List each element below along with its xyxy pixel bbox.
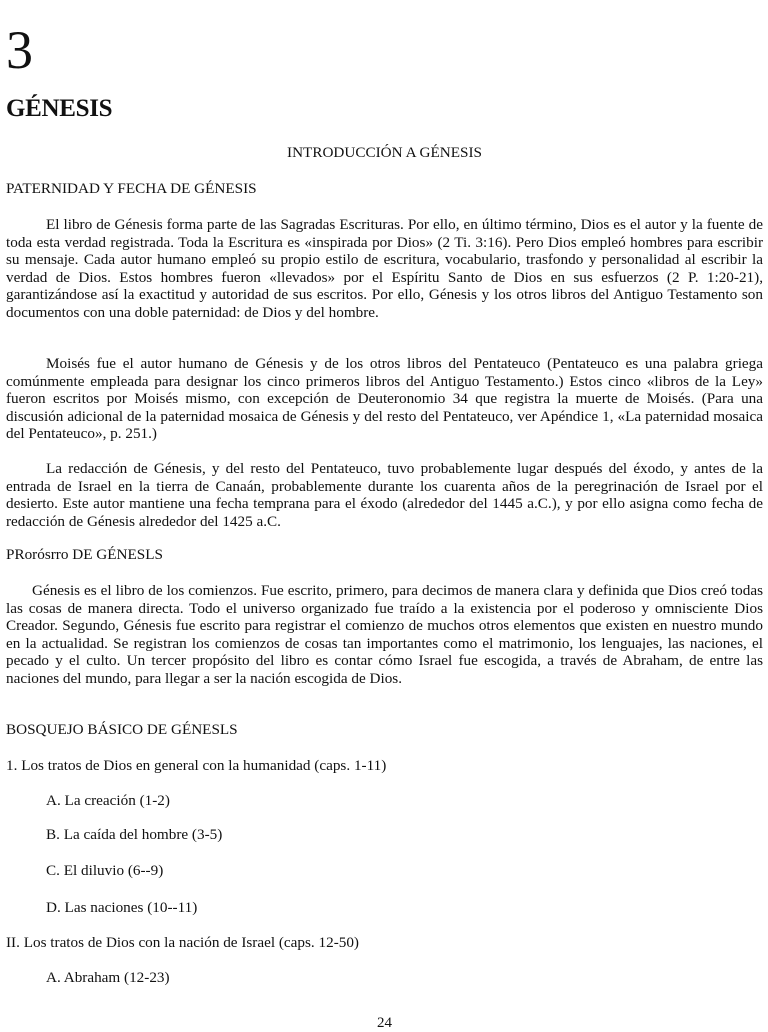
outline-item-1d: D. Las naciones (10--11) xyxy=(46,899,198,916)
page-number: 24 xyxy=(377,1015,392,1031)
intro-heading: INTRODUCCIÓN A GÉNESIS xyxy=(287,144,482,161)
section-heading-authorship: PATERNIDAD Y FECHA DE GÉNESIS xyxy=(6,180,257,197)
section-heading-purpose: PRorósrro DE GÉNESLS xyxy=(6,546,163,563)
outline-part-2: II. Los tratos de Dios con la nación de Israel (caps. 12-50) xyxy=(6,934,359,951)
paragraph-authorship-2: Moisés fue el autor humano de Génesis y de los otros libros del Pentateuco (Pentateuco es una palabra griega comúnmente empleada para designar los cinco primeros libros del Antiguo Testamento.) Estos cinco «libros de la Ley» fueron escritos por Moisés mismo, con excepción de Deuteronomio 34 que registra la muerte de Moisés. (Para una discusión adicional de la paternidad mosaica de Génesis y del resto del Pentateuco, ver Apéndice 1, «La paternidad mosaica del Pentateuco», p. 251.) xyxy=(6,355,763,443)
outline-item-1c: C. El diluvio (6--9) xyxy=(46,862,164,879)
chapter-title: GÉNESIS xyxy=(6,95,113,122)
outline-item-1b: B. La caída del hombre (3-5) xyxy=(46,826,223,843)
paragraph-authorship-3: La redacción de Génesis, y del resto del Pentateuco, tuvo probablemente lugar después del éxodo, y antes de la entrada de Israel en la tierra de Canaán, probablemente durante los cuarenta años de la peregrinación de Israel por el desierto. Este autor mantiene una fecha temprana para el éxodo (alrededor del 1445 a.C.), y por ello asigna como fecha de redacción de Génesis alrededor del 1425 a.C. xyxy=(6,460,763,530)
chapter-number: 3 xyxy=(6,20,33,80)
paragraph-purpose: Génesis es el libro de los comienzos. Fue escrito, primero, para decimos de manera clara y definida que Dios creó todas las cosas de manera directa. Todo el universo organizado fue traído a la existencia por el poderoso y omnisciente Dios Creador. Segundo, Génesis fue escrito para registrar el comienzo de muchos otros elementos que existen en nuestro mundo en la actualidad. Se registran los comienzos de cosas tan importantes como el matrimonio, los lenguajes, las naciones, el pecado y el culto. Un tercer propósito del libro es contar cómo Israel fue escogida, a través de Abraham, de entre las naciones del mundo, para llegar a ser la nación escogida de Dios. xyxy=(6,582,763,687)
outline-item-1a: A. La creación (1-2) xyxy=(46,792,170,809)
paragraph-authorship-1: El libro de Génesis forma parte de las Sagradas Escrituras. Por ello, en último término, Dios es el autor y la fuente de toda esta verdad registrada. Toda la Escritura es «inspirada por Dios» (2 Ti. 3:16). Pero Dios empleó hombres para escribir su mensaje. Cada autor humano empleó su propio estilo de escritura, vocabulario, trasfondo y personalidad al escribir la verdad de Dios. Estos hombres fueron «llevados» por el Espíritu Santo de Dios en sus esfuerzos (2 P. 1:20-21), garantizándose así la exactitud y autoridad de sus escritos. Por ello, Génesis y los otros libros del Antiguo Testamento son documentos con una doble paternidad: de Dios y del hombre. xyxy=(6,216,763,321)
section-heading-outline: BOSQUEJO BÁSICO DE GÉNESLS xyxy=(6,721,238,738)
outline-part-1: 1. Los tratos de Dios en general con la humanidad (caps. 1-11) xyxy=(6,757,387,774)
outline-item-2a: A. Abraham (12-23) xyxy=(46,969,170,986)
